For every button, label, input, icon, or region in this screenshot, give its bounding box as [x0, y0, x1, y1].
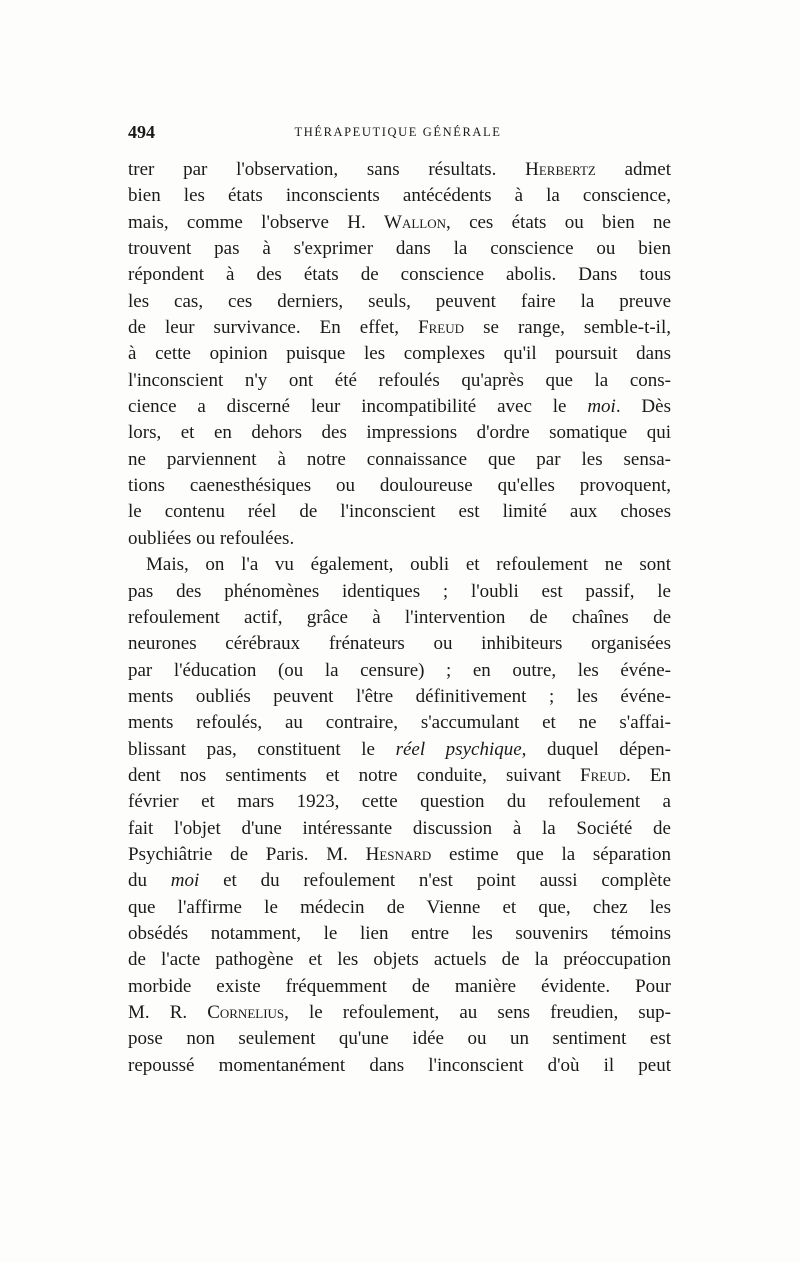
running-title: THÉRAPEUTIQUE GÉNÉRALE	[294, 125, 502, 139]
text-line: ments refoulés, au contraire, s'accumulant et ne s'affai-	[128, 712, 671, 734]
page-number: 494	[128, 122, 155, 142]
text-line: le contenu réel de l'inconscient est limité aux choses	[128, 501, 671, 523]
text-line: neurones cérébraux frénateurs ou inhibiteurs organisées	[128, 633, 671, 655]
text-line: ments oubliés peuvent l'être définitivement ; les événe-	[128, 685, 671, 707]
text-line: du moi et du refoulement n'est point aussi complète	[128, 870, 672, 892]
text-line: mais, comme l'observe H. Wallon, ces états ou bien ne	[128, 211, 671, 233]
text-line: dent nos sentiments et notre conduite, suivant Freud. En	[128, 764, 671, 786]
text-line: oubliées ou refoulées.	[128, 527, 295, 549]
text-line: de l'acte pathogène et les objets actuels de la préoccupation	[128, 949, 671, 971]
text-line: trer par l'observation, sans résultats. Herbertz admet	[128, 159, 671, 180]
text-line: morbide existe fréquemment de manière évidente. Pour	[128, 975, 671, 997]
text-line: repoussé momentanément dans l'inconscient d'où il peut	[128, 1054, 671, 1076]
text-line: les cas, ces derniers, seuls, peuvent faire la preuve	[128, 290, 671, 312]
text-line: trouvent pas à s'exprimer dans la conscience ou bien	[128, 238, 671, 260]
text-line: pose non seulement qu'une idée ou un sentiment est	[128, 1028, 671, 1050]
text-line: lors, et en dehors des impressions d'ordre somatique qui	[128, 422, 671, 444]
text-line: cience a discerné leur incompatibilité avec le moi. Dès	[128, 396, 671, 418]
page-header	[128, 122, 670, 142]
text-line: l'inconscient n'y ont été refoulés qu'après que la cons-	[128, 369, 671, 391]
text-line: blissant pas, constituent le réel psychique, duquel dépen-	[128, 738, 671, 760]
text-line: Mais, on l'a vu également, oubli et refoulement ne sont	[146, 554, 671, 576]
text-line: à cette opinion puisque les complexes qu'il poursuit dans	[128, 343, 671, 365]
text-line: tions caenesthésiques ou douloureuse qu'elles provoquent,	[128, 475, 671, 497]
text-line: refoulement actif, grâce à l'intervention de chaînes de	[128, 606, 671, 628]
text-line: fait l'objet d'une intéressante discussion à la Société de	[128, 817, 671, 839]
text-line: M. R. Cornelius, le refoulement, au sens freudien, sup-	[128, 1002, 671, 1023]
text-line: ne parviennent à notre connaissance que par les sensa-	[128, 448, 671, 470]
text-line: février et mars 1923, cette question du refoulement a	[128, 791, 671, 813]
text-line: par l'éducation (ou la censure) ; en outre, les événe-	[128, 659, 671, 681]
text-line: obsédés notamment, le lien entre les souvenirs témoins	[128, 922, 671, 944]
text-line: répondent à des états de conscience abolis. Dans tous	[128, 264, 671, 286]
body-text	[128, 157, 671, 1079]
text-line: que l'affirme le médecin de Vienne et que, chez les	[128, 896, 671, 918]
text-line: bien les états inconscients antécédents à la conscience,	[128, 185, 671, 207]
text-line: pas des phénomènes identiques ; l'oubli est passif, le	[128, 580, 671, 602]
text-line: de leur survivance. En effet, Freud se range, semble-t-il,	[128, 317, 671, 339]
text-line: Psychiâtrie de Paris. M. Hesnard estime que la séparation	[128, 843, 671, 865]
